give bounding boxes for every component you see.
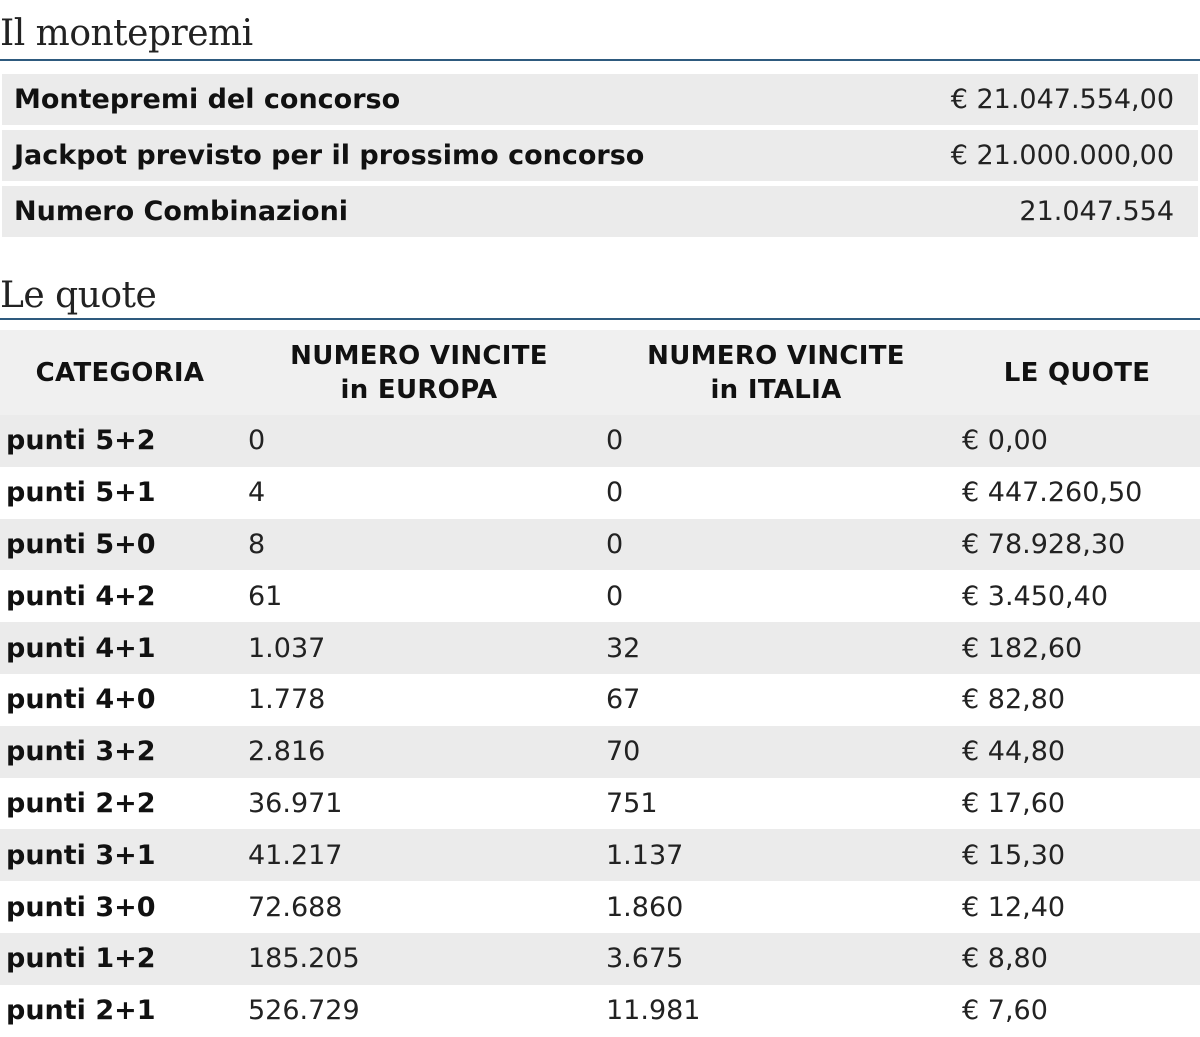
- cell-categoria: punti 2+2: [6, 787, 156, 819]
- cell-italia: 1.137: [606, 839, 684, 871]
- header-line: in EUROPA: [340, 374, 498, 405]
- montepremi-title: Il montepremi: [0, 13, 253, 54]
- cell-quota: € 0,00: [962, 425, 1048, 457]
- cell-quota: € 12,40: [962, 891, 1066, 923]
- cell-quota: € 82,80: [962, 684, 1066, 716]
- montepremi-title-rule: [0, 59, 1200, 61]
- table-row: [0, 933, 1200, 985]
- summary-value: € 21.047.554,00: [950, 84, 1174, 115]
- table-row: [0, 467, 1200, 519]
- header-quote: LE QUOTE: [1003, 357, 1151, 388]
- cell-europa: 0: [248, 425, 266, 457]
- cell-categoria: punti 3+1: [6, 839, 156, 871]
- header-vincite-italia: [598, 339, 954, 407]
- cell-quota: € 44,80: [962, 736, 1066, 768]
- table-row: [0, 674, 1200, 726]
- cell-quota: € 17,60: [962, 787, 1066, 819]
- table-row: [0, 778, 1200, 830]
- summary-label: Jackpot previsto per il prossimo concorso: [14, 140, 645, 171]
- summary-label: Numero Combinazioni: [14, 196, 349, 227]
- summary-row-combinazioni: [2, 186, 1198, 237]
- cell-europa: 2.816: [248, 736, 326, 768]
- quote-table: [0, 330, 1200, 1037]
- cell-italia: 1.860: [606, 891, 684, 923]
- montepremi-summary-table: [2, 74, 1198, 242]
- cell-europa: 1.778: [248, 684, 326, 716]
- cell-italia: 0: [606, 425, 624, 457]
- cell-europa: 8: [248, 528, 266, 560]
- summary-value: 21.047.554: [1019, 196, 1174, 227]
- table-row: [0, 519, 1200, 571]
- summary-label: Montepremi del concorso: [14, 84, 401, 115]
- cell-europa: 185.205: [248, 943, 360, 975]
- cell-europa: 1.037: [248, 632, 326, 664]
- cell-categoria: punti 4+0: [6, 684, 156, 716]
- cell-europa: 36.971: [248, 787, 343, 819]
- table-row: [0, 881, 1200, 933]
- header-vincite-europa: [240, 339, 598, 407]
- cell-categoria: punti 5+0: [6, 528, 156, 560]
- cell-italia: 3.675: [606, 943, 684, 975]
- cell-italia: 70: [606, 736, 641, 768]
- cell-italia: 0: [606, 580, 624, 612]
- cell-italia: 751: [606, 787, 658, 819]
- cell-quota: € 447.260,50: [962, 477, 1143, 509]
- cell-quota: € 15,30: [962, 839, 1066, 871]
- table-row: [0, 985, 1200, 1037]
- quote-table-header: [0, 330, 1200, 415]
- cell-quota: € 182,60: [962, 632, 1083, 664]
- table-row: [0, 570, 1200, 622]
- cell-quota: € 3.450,40: [962, 580, 1108, 612]
- summary-row-montepremi: [2, 74, 1198, 125]
- table-row: [0, 415, 1200, 467]
- cell-italia: 0: [606, 477, 624, 509]
- cell-categoria: punti 2+1: [6, 995, 156, 1027]
- header-categoria: CATEGORIA: [35, 357, 205, 388]
- cell-quota: € 7,60: [962, 995, 1048, 1027]
- cell-italia: 67: [606, 684, 641, 716]
- header-line: NUMERO VINCITE: [647, 340, 905, 371]
- cell-categoria: punti 1+2: [6, 943, 156, 975]
- cell-italia: 0: [606, 528, 624, 560]
- cell-europa: 41.217: [248, 839, 343, 871]
- cell-categoria: punti 4+1: [6, 632, 156, 664]
- cell-europa: 61: [248, 580, 283, 612]
- table-row: [0, 622, 1200, 674]
- header-line: NUMERO VINCITE: [290, 340, 548, 371]
- cell-italia: 32: [606, 632, 641, 664]
- cell-categoria: punti 3+2: [6, 736, 156, 768]
- cell-europa: 4: [248, 477, 266, 509]
- quote-title: Le quote: [0, 275, 157, 316]
- cell-categoria: punti 3+0: [6, 891, 156, 923]
- summary-value: € 21.000.000,00: [950, 140, 1174, 171]
- cell-italia: 11.981: [606, 995, 701, 1027]
- cell-europa: 526.729: [248, 995, 360, 1027]
- summary-row-jackpot: [2, 130, 1198, 181]
- cell-quota: € 8,80: [962, 943, 1048, 975]
- cell-quota: € 78.928,30: [962, 528, 1126, 560]
- cell-europa: 72.688: [248, 891, 343, 923]
- quote-title-rule: [0, 318, 1200, 320]
- cell-categoria: punti 5+1: [6, 477, 156, 509]
- table-row: [0, 829, 1200, 881]
- cell-categoria: punti 4+2: [6, 580, 156, 612]
- table-row: [0, 726, 1200, 778]
- header-line: in ITALIA: [710, 374, 842, 405]
- cell-categoria: punti 5+2: [6, 425, 156, 457]
